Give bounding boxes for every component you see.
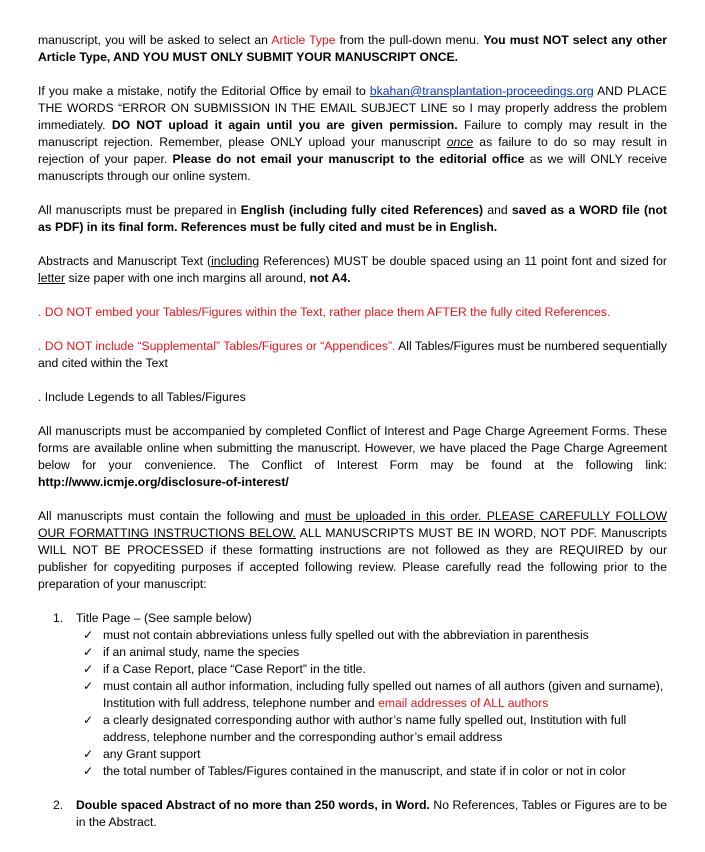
checkmark-icon: ✓ (83, 747, 94, 761)
checkmark-icon: ✓ (83, 628, 94, 642)
checkmark-icon: ✓ (83, 662, 94, 676)
list-item: ✓ a clearly designated corresponding author with author’s name fully spelled out, Institution with full address, telephone number and the corresponding author’s email address (83, 713, 627, 744)
list-item: ✓ if an animal study, name the species (83, 645, 300, 659)
editorial-email-link[interactable]: bkahan@transplantation-proceedings.org (369, 84, 594, 98)
list-item: ✓ if a Case Report, place “Case Report” in the title. (83, 662, 366, 676)
list-item: ✓ any Grant support (83, 747, 201, 761)
checkmark-icon: ✓ (83, 679, 94, 693)
checkmark-icon: ✓ (83, 713, 94, 727)
paragraph-article-type: manuscript, you will be asked to select an Article Type from the pull-down menu. You must NOT select any other Article Type, AND YOU MUST ONLY SUBMIT YOUR MANUSCRIPT ONCE. (38, 33, 667, 64)
paragraph-no-supplemental: . DO NOT include “Supplemental” Tables/Figures or “Appendices”. All Tables/Figures must be numbered sequentially and cited within the Text (38, 339, 667, 370)
paragraph-english-word: All manuscripts must be prepared in English (including fully cited References) and saved as a WORD file (not as PDF) in its final form. References must be fully cited and must be in English. (38, 203, 667, 234)
list-item: ✓ must contain all author information, including fully spelled out names of all authors (given and surname), Institution with full address, telephone number and email addresses of ALL authors (83, 679, 664, 710)
title-page-checklist (76, 627, 667, 780)
checkmark-icon: ✓ (83, 645, 94, 659)
list-item-title-page: 1. Title Page – (See sample below) ✓ must not contain abbreviations unless fully spelled out with the abbreviation in parenthesis ✓ if an animal study, name the species ✓ if a Case Report, place “Case Report” in the title. ✓ must contain all author information, including fully spelled out names of all authors (given and surname), Institution with full address, telephone number and email addresses of ALL authors ✓ a clearly designated corresponding author with author’s name fully spelled out, Institution with full address, telephone number and the corresponding author’s email address ✓ any Grant support ✓ the total number of Tables/Figures contained in the manuscript, and state if in color or not in color (76, 610, 667, 780)
article-type-term: Article Type (271, 33, 336, 47)
requirements-list (38, 610, 667, 831)
paragraph-no-embed: . DO NOT embed your Tables/Figures within the Text, rather place them AFTER the fully cited References. (38, 305, 611, 319)
list-item: ✓ the total number of Tables/Figures contained in the manuscript, and state if in color or not in color (83, 764, 626, 778)
list-item: ✓ must not contain abbreviations unless fully spelled out with the abbreviation in parenthesis (83, 628, 589, 642)
list-item-abstract: 2. Double spaced Abstract of no more than 250 words, in Word. No References, Tables or Figures are to be in the Abstract. (53, 798, 668, 829)
paragraph-upload-order: All manuscripts must contain the following and must be uploaded in this order. PLEASE CAREFULLY FOLLOW OUR FORMATTING INSTRUCTIONS BELOW. ALL MANUSCRIPTS MUST BE IN WORD, NOT PDF. Manuscripts WILL NOT BE PROCESSED if these formatting instructions are not followed as they are REQUIRED by our publisher for copyediting purposes if accepted following review. Please carefully read the following prior to the preparation of your manuscript: (38, 509, 667, 591)
paragraph-conflict-forms: All manuscripts must be accompanied by completed Conflict of Interest and Page Charge Agreement Forms. These forms are available online when submitting the manuscript. However, we have placed the Page Charge Agreement below for your convenience. The Conflict of Interest Form may be found at the following link: http://www.icmje.org/disclosure-of-interest/ (38, 424, 667, 489)
paragraph-formatting-spacing: Abstracts and Manuscript Text (including References) MUST be double spaced using an 11 point font and sized for letter size paper with one inch margins all around, not A4. (38, 254, 667, 285)
paragraph-legends: . Include Legends to all Tables/Figures (38, 390, 246, 404)
paragraph-mistake-notice: If you make a mistake, notify the Editorial Office by email to bkahan@transplantation-proceedings.org AND PLACE THE WORDS “ERROR ON SUBMISSION IN THE EMAIL SUBJECT LINE so I may properly address the problem immediately. DO NOT upload it again until you are given permission. Failure to comply may result in the manuscript rejection. Remember, please ONLY upload your manuscript once as failure to do so may result in rejection of your paper. Please do not email your manuscript to the editorial office as we will ONLY receive manuscripts through our online system. (38, 84, 668, 183)
checkmark-icon: ✓ (83, 764, 94, 778)
icmje-link[interactable]: http://www.icmje.org/disclosure-of-interest/ (38, 475, 289, 489)
